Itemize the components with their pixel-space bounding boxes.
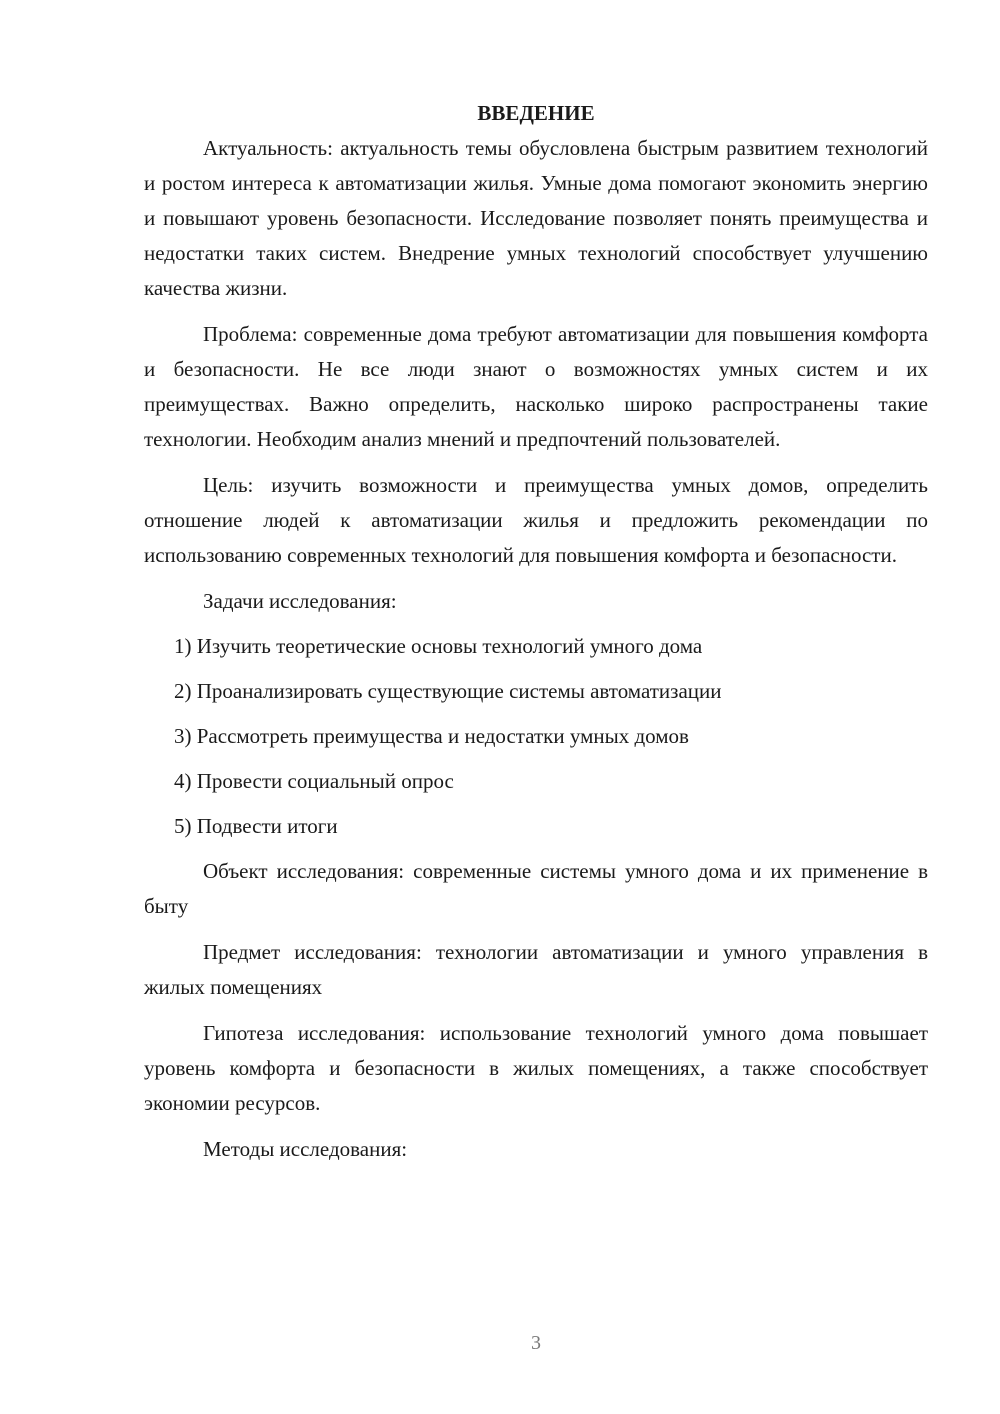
tasks-heading: Задачи исследования: — [203, 589, 397, 613]
relevance-paragraph: Актуальность: актуальность темы обусловлена быстрым развитием технологий и ростом интереса к автоматизации жилья. Умные дома помогают экономить энергию и повышают уровень безопасности. Исследование позволяет понять преимущества и недостатки таких систем. Внедрение умных технологий способствует улучшению качества жизни. — [144, 136, 928, 300]
hypothesis-paragraph: Гипотеза исследования: использование технологий умного дома повышает уровень комфорта и безопасности в жилых помещениях, а также способствует экономии ресурсов. — [144, 1021, 928, 1115]
task-item: 4) Провести социальный опрос — [174, 769, 454, 793]
document-page — [144, 92, 928, 1177]
subject-paragraph: Предмет исследования: технологии автоматизации и умного управления в жилых помещениях — [144, 940, 928, 999]
tasks-list — [144, 629, 928, 844]
task-item: 3) Рассмотреть преимущества и недостатки умных домов — [174, 724, 689, 748]
goal-paragraph: Цель: изучить возможности и преимущества умных домов, определить отношение людей к автоматизации жилья и предложить рекомендации по использованию современных технологий для повышения комфорта и безопасности. — [144, 473, 928, 567]
section-title: ВВЕДЕНИЕ — [477, 101, 595, 125]
task-item: 1) Изучить теоретические основы технологий умного дома — [174, 634, 703, 658]
methods-heading: Методы исследования: — [203, 1137, 408, 1161]
task-item: 5) Подвести итоги — [174, 814, 338, 838]
page-number: 3 — [531, 1332, 541, 1354]
task-item: 2) Проанализировать существующие системы автоматизации — [174, 679, 722, 703]
object-paragraph: Объект исследования: современные системы умного дома и их применение в быту — [144, 859, 928, 918]
problem-paragraph: Проблема: современные дома требуют автоматизации для повышения комфорта и безопасности. Не все люди знают о возможностях умных систем и их преимуществах. Важно определить, насколько широко распространены такие технологии. Необходим анализ мнений и предпочтений пользователей. — [144, 322, 928, 451]
